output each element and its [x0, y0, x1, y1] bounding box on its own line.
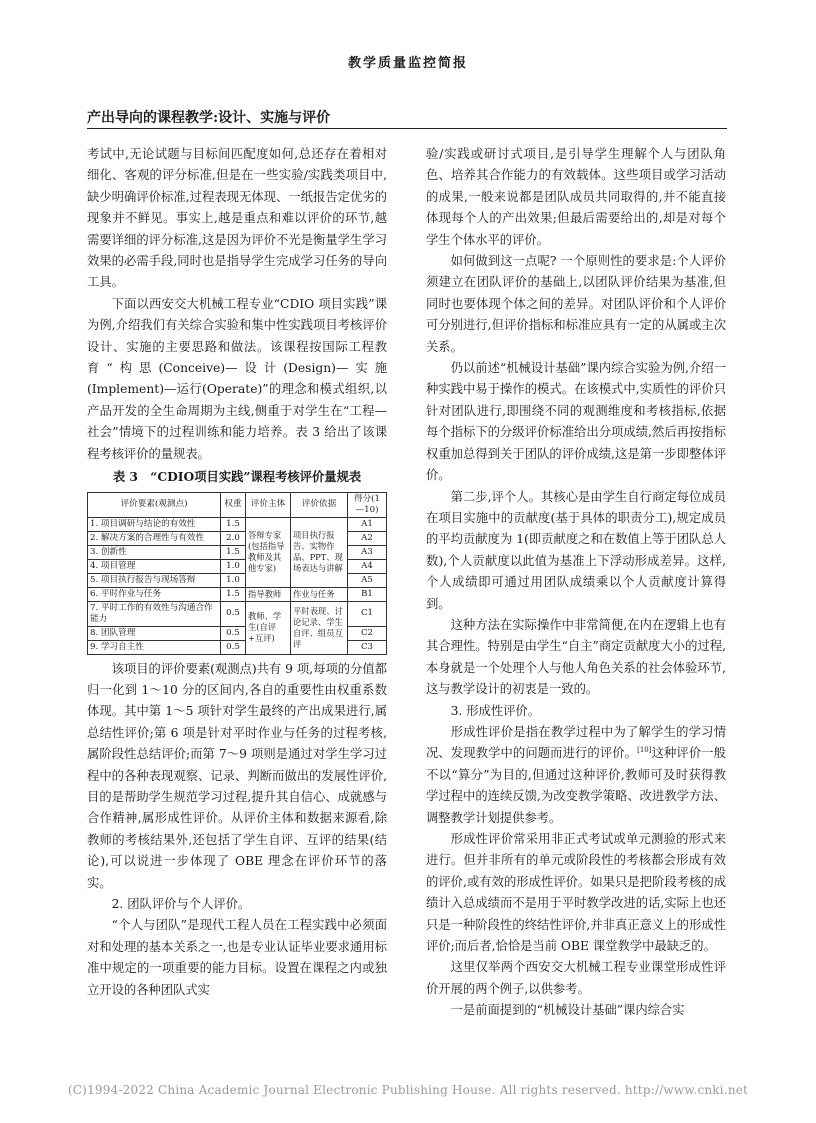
table-cell: 0.5: [221, 626, 246, 640]
paragraph: 该项目的评价要素(观测点)共有 9 项,每项的分值都归一化到 1～10 分的区间内,各自的重要性由权重系数体现。其中第 1～5 项针对学生最终的产出成果进行,属总结性评价;第 6 项是针对平时作业与任务的过程考核,属阶段性总结评价;而第 7～9 项则是通过对学生学习过程中的各种表现观察、记录、判断而做出的发展性评价,目的是帮助学生规范学习过程,提升其自信心、成就感与合作精神,属形成性评价。从评价主体和数据来源看,除教师的考核结果外,还包括了学生自评、互评的结果(结论),可以说进一步体现了 OBE 理念在评价环节的落实。: [87, 661, 387, 890]
table-caption: 表 3 “CDIO项目实践”课程考核评价量规表: [112, 469, 362, 485]
table-cell: 平时表现、讨论记录、学生自评、组员互评: [291, 601, 348, 654]
table-header-cell: 评价要素(观测点): [88, 492, 221, 517]
paragraph: “个人与团队”是现代工程人员在工程实践中必须面对和处理的基本关系之一,也是专业认证毕业要求通用标准中规定的一项重要的能力目标。设置在课程之内或独立开设的各种团队式实: [87, 918, 387, 997]
paragraph: 如何做到这一点呢? 一个原则性的要求是:个人评价须建立在团队评价的基础上,以团队评价结果为基准,但同时也要体现个体之间的差异。对团队评价和个人评价可分别进行,但评价指标和标准应具有一定的从属或主次关系。: [426, 254, 726, 354]
table-header-row: [88, 492, 387, 517]
table-cell: C2: [348, 626, 387, 640]
table-cell: 2. 解决方案的合理性与有效性: [88, 531, 221, 545]
paragraph: 这种方法在实际操作中非常简便,在内在逻辑上也有其合理性。特别是由学生“自主”商定贡献度大小的过程,本身就是一个处理个人与他人角色关系的社会体验环节,这与教学设计的初衷是一致的。: [426, 617, 726, 697]
rubric-table: [87, 492, 387, 655]
table-cell: C3: [348, 640, 387, 654]
copyright-footer: (C)1994-2022 China Academic Journal Electronic Publishing House. All rights reserved. http://www.cnki.net: [67, 1083, 749, 1097]
paragraph: 一是前面提到的“机械设计基础”课内综合实: [450, 1003, 685, 1018]
table-cell: 项目执行报告、实物作品、PPT、现场表达与讲解: [291, 517, 348, 587]
paragraph: [426, 722, 726, 829]
table-header-cell: 权重: [221, 492, 246, 517]
paragraph: 下面以西安交大机械工程专业“CDIO 项目实践”课为例,介绍我们有关综合实验和集中性实践项目考核评价设计、实施的主要思路和做法。该课程按国际工程教育“构思(Conceive)—设计(Design)—实施(Implement)—运行(Operate)”的理念和模式组织,以产品开发的全生命周期为主线,侧重于对学生在“工程—社会”情境下的过程训练和能力培养。表 3 给出了该课程考核评价的量规表。: [87, 296, 387, 461]
table-cell: 作业与任务: [291, 587, 348, 601]
paragraph: 形成性评价常采用非正式考试或单元测验的形式来进行。但并非所有的单元或阶段性的考核都会形成有效的评价,或有效的形成性评价。如果只是把阶段考核的成绩计入总成绩而不是用于平时教学改进的话,实际上也还只是一种阶段性的终结性评价,并非真正意义上的形成性评价;而后者,恰恰是当前 OBE 课堂教学中最缺乏的。: [426, 832, 726, 954]
table-header-cell: 评价依据: [291, 492, 348, 517]
table-cell: 1. 项目调研与结论的有效性: [88, 517, 221, 531]
table-cell: 教师、学生(自评+互评): [246, 601, 291, 654]
table-cell: 5. 项目执行报告与现场答辩: [88, 573, 221, 587]
subheading: 2. 团队评价与个人评价。: [111, 896, 251, 911]
paragraph: 这里仅举两个西安交大机械工程专业课堂形成性评价开展的两个例子,以供参考。: [426, 960, 726, 996]
subheading: 3. 形成性评价。: [450, 703, 541, 718]
table-cell: 3. 创新性: [88, 545, 221, 559]
table-row: [88, 601, 387, 626]
table-cell: A4: [348, 559, 387, 573]
table-cell: 9. 学习自主性: [88, 640, 221, 654]
table-cell: A1: [348, 517, 387, 531]
table-cell: 指导教师: [246, 587, 291, 601]
table-cell: 1.5: [221, 517, 246, 531]
table-cell: 8. 团队管理: [88, 626, 221, 640]
paragraph: 仍以前述“机械设计基础”课内综合实验为例,介绍一种实践中易于操作的模式。在该模式中,实质性的评价只针对团队进行,即围绕不同的观测维度和考核指标,依据每个指标下的分级评价标准给出分项成绩,然后再按指标权重加总得到关于团队的评价成绩,这是第一步即整体评价。: [426, 361, 726, 483]
table-cell: 0.5: [221, 640, 246, 654]
journal-title: 教学质量监控简报: [347, 56, 468, 71]
paragraph: 第二步,评个人。其核心是由学生自行商定每位成员在项目实施中的贡献度(基于具体的职责分工),规定成员的平均贡献度为 1(即贡献度之和在数值上等于团队总人数),个人贡献度以此值为基准上下浮动形成差异。这样,个人成绩即可通过用团队成绩乘以个人贡献度计算得到。: [426, 489, 726, 611]
table-header-cell: 评价主体: [246, 492, 291, 517]
table-cell: 1.5: [221, 545, 246, 559]
table-cell: 答辩专家(包括指导教师及其他专家): [246, 517, 291, 587]
table-cell: 2.0: [221, 531, 246, 545]
citation-ref: [10]: [637, 746, 652, 755]
paragraph-text: 这种评价一般不以“算分”为目的,但通过这种评价,教师可及时获得教学过程中的连续反馈,为改变教学策略、改进教学方法、调整教学计划提供参考。: [426, 746, 726, 825]
header-rule: [87, 128, 727, 129]
table-cell: C1: [348, 601, 387, 626]
table-cell: A3: [348, 545, 387, 559]
left-column: [87, 144, 387, 1001]
table-cell: A5: [348, 573, 387, 587]
right-column: [426, 144, 726, 1022]
table-cell: 4. 项目管理: [88, 559, 221, 573]
table-row: [88, 517, 387, 531]
table-cell: B1: [348, 587, 387, 601]
section-title: 产出导向的课程教学:设计、实施与评价: [87, 110, 331, 126]
paragraph: 考试中,无论试题与目标间匹配度如何,总还存在着相对细化、客观的评分标准,但是在一些实验/实践类项目中,缺少明确评价标准,过程表现无体现、一纸报告定优劣的现象并不鲜见。事实上,越是重点和难以评价的环节,越需要详细的评分标准,这是因为评价不光是衡量学生学习效果的必需手段,同时也是指导学生完成学习任务的导向工具。: [87, 147, 387, 290]
table-header-cell: 得分(1—10): [348, 492, 387, 517]
paragraph-text: 形成性评价是指在教学过程中为了解学生的学习情况、发现教学中的问题而进行的评价。: [426, 724, 726, 761]
table-cell: 1.0: [221, 559, 246, 573]
table-row: [88, 587, 387, 601]
table-cell: A2: [348, 531, 387, 545]
table-cell: 0.5: [221, 601, 246, 626]
table-cell: 7. 平时工作的有效性与沟通合作能力: [88, 601, 221, 626]
table-cell: 1.5: [221, 587, 246, 601]
table-cell: 6. 平时作业与任务: [88, 587, 221, 601]
paragraph: 验/实践或研讨式项目,是引导学生理解个人与团队角色、培养其合作能力的有效载体。这些项目或学习活动的成果,一般来说都是团队成员共同取得的,并不能直接体现每个人的产出效果;但最后需要给出的,却是对每个学生个体水平的评价。: [426, 147, 726, 247]
table-cell: 1.0: [221, 573, 246, 587]
